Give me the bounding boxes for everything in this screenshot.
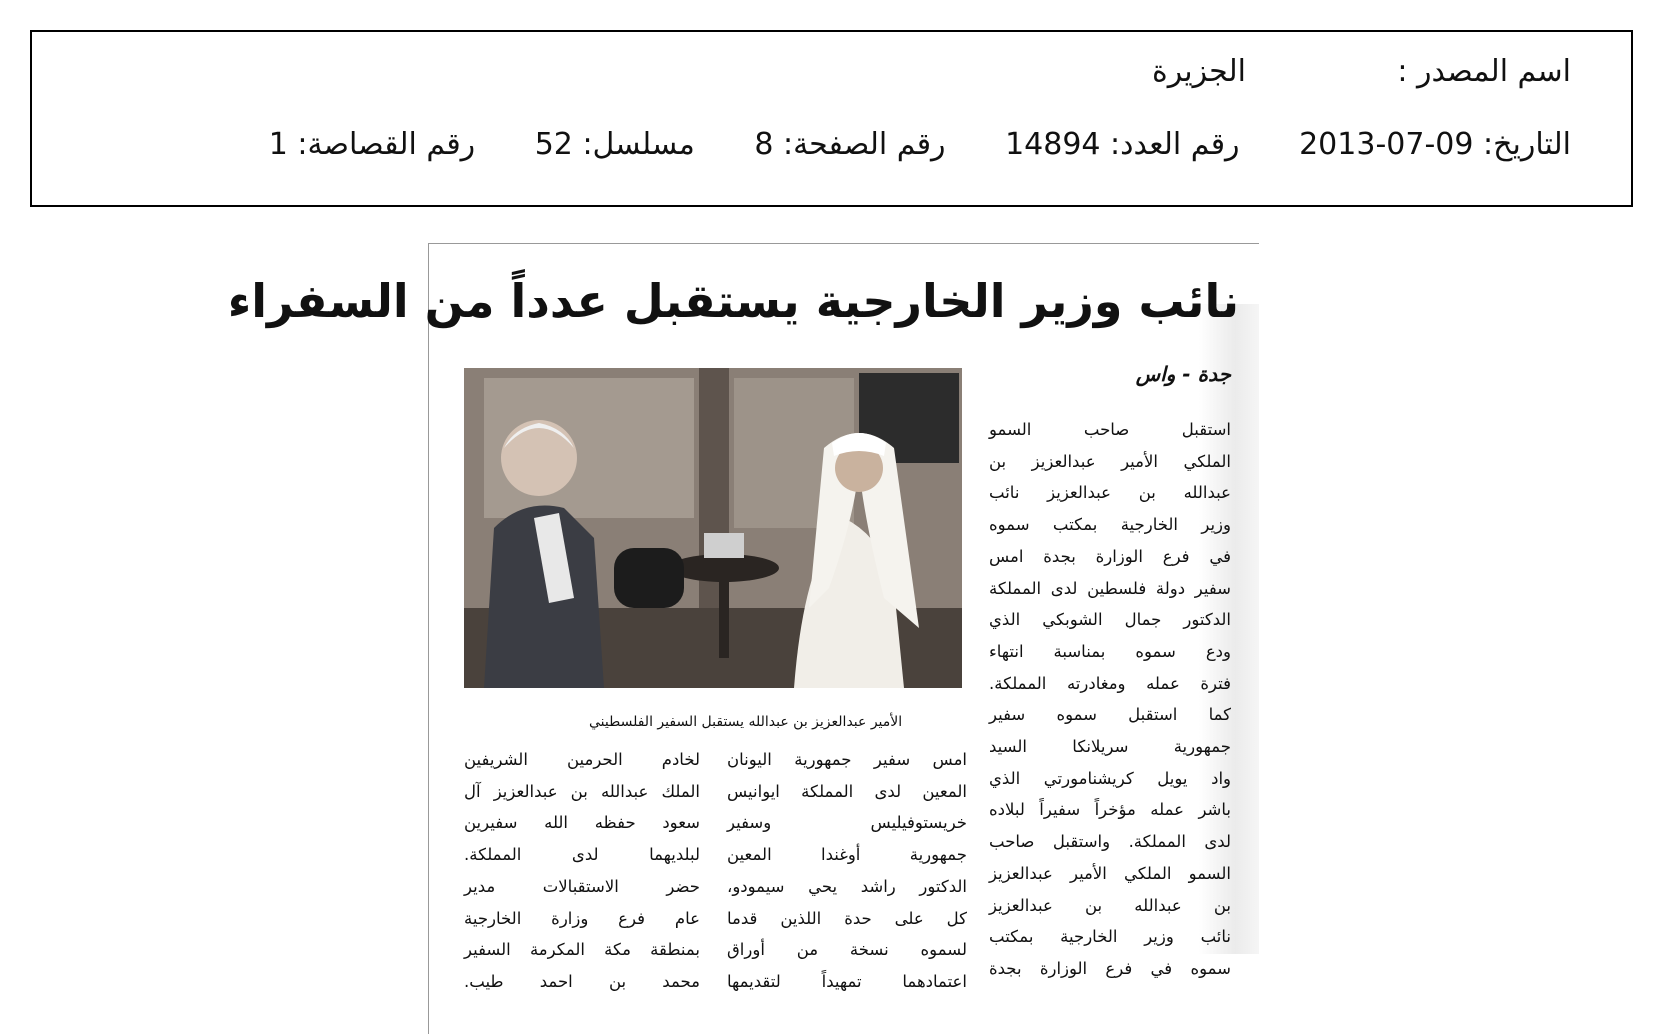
column-line: سفير دولة فلسطين لدى المملكة [989, 578, 1231, 598]
article-photo [464, 368, 962, 688]
column-line: اعتمادهما تمهيداً لتقديمها [727, 971, 967, 991]
column-line: لخادم الحرمين الشريفين [464, 750, 700, 769]
article-dateline: جدة - واس [1135, 362, 1231, 386]
column-line: باشر عمله مؤخراً سفيراً لبلاده [989, 800, 1231, 820]
column-line: جمهورية أوغندا المعين [727, 845, 967, 865]
source-value: الجزيرة [1151, 54, 1246, 89]
column-line: لبلديهما لدى المملكة. [464, 845, 700, 865]
column-line: حضر الاستقبالات مدير [464, 876, 700, 896]
column-line: لدى المملكة. واستقبل صاحب [989, 832, 1231, 852]
column-line: جمهورية سريلانكا السيد [989, 737, 1231, 757]
source-row [1152, 54, 1571, 89]
newspaper-clipping [227, 243, 1259, 1034]
meeting-photo-illustration [464, 368, 962, 688]
page-number: رقم الصفحة: 8 [754, 127, 946, 162]
column-line: كل على حدة اللذين قدما [727, 908, 967, 928]
column-line: المعين لدى المملكة ايوانيس [727, 781, 967, 801]
issue-number: رقم العدد: 14894 [1005, 127, 1240, 162]
column-line: نائب وزير الخارجية بمكتب [989, 927, 1231, 947]
source-label: اسم المصدر : [1397, 54, 1571, 89]
column-line: وزير الخارجية بمكتب سموه [989, 515, 1231, 535]
column-line: واد يويل كريشنامورتي الذي [989, 768, 1231, 788]
article-headline: نائب وزير الخارجية يستقبل عدداً من السفراء [227, 274, 1239, 328]
column-line: سموه في فرع الوزارة بجدة [989, 958, 1231, 978]
column-line: خريستوفيليس وسفير [727, 813, 967, 833]
serial-number: مسلسل: 52 [534, 127, 695, 162]
column-line: الدكتور راشد يحي سيمودو، [727, 876, 967, 896]
column-line: الملكي الأمير عبدالعزيز بن [989, 451, 1231, 471]
column-line: الملك عبدالله بن عبدالعزيز آل [464, 781, 700, 801]
column-line: بمنطقة مكة المكرمة السفير [464, 940, 700, 960]
column-line: امس سفير جمهورية اليونان [727, 750, 967, 769]
clip-number: رقم القصاصة: 1 [268, 127, 476, 162]
column-line: محمد بن احمد طيب. [464, 971, 700, 991]
date-field: التاريخ: 09-07-2013 [1299, 127, 1571, 162]
article-column-middle [727, 744, 967, 998]
photo-caption: الأمير عبدالعزيز بن عبدالله يستقبل السفير الفلسطيني [589, 714, 903, 730]
column-line: فترة عمله ومغادرته المملكة. [989, 673, 1231, 693]
column-line: عبدالله بن عبدالعزيز نائب [989, 483, 1231, 503]
column-line: كما استقبل سموه سفير [989, 705, 1231, 725]
source-metadata-box [30, 30, 1633, 207]
article-column-left [464, 744, 700, 998]
column-line: سعود حفظه الله سفيرين [464, 813, 700, 833]
column-line: ودع سموه بمناسبة انتهاء [989, 641, 1231, 661]
column-line: في فرع الوزارة بجدة امس [989, 546, 1231, 566]
column-line: بن عبدالله بن عبدالعزيز [989, 895, 1231, 915]
column-line: لسموه نسخة من أوراق [727, 940, 967, 960]
column-line: استقبل صاحب السمو [989, 420, 1231, 439]
article-column-right [989, 414, 1231, 985]
column-line: السمو الملكي الأمير عبدالعزيز [989, 863, 1231, 883]
column-line: الدكتور جمال الشوبكي الذي [989, 610, 1231, 630]
column-line: عام فرع وزارة الخارجية [464, 908, 700, 928]
details-row [219, 127, 1571, 162]
